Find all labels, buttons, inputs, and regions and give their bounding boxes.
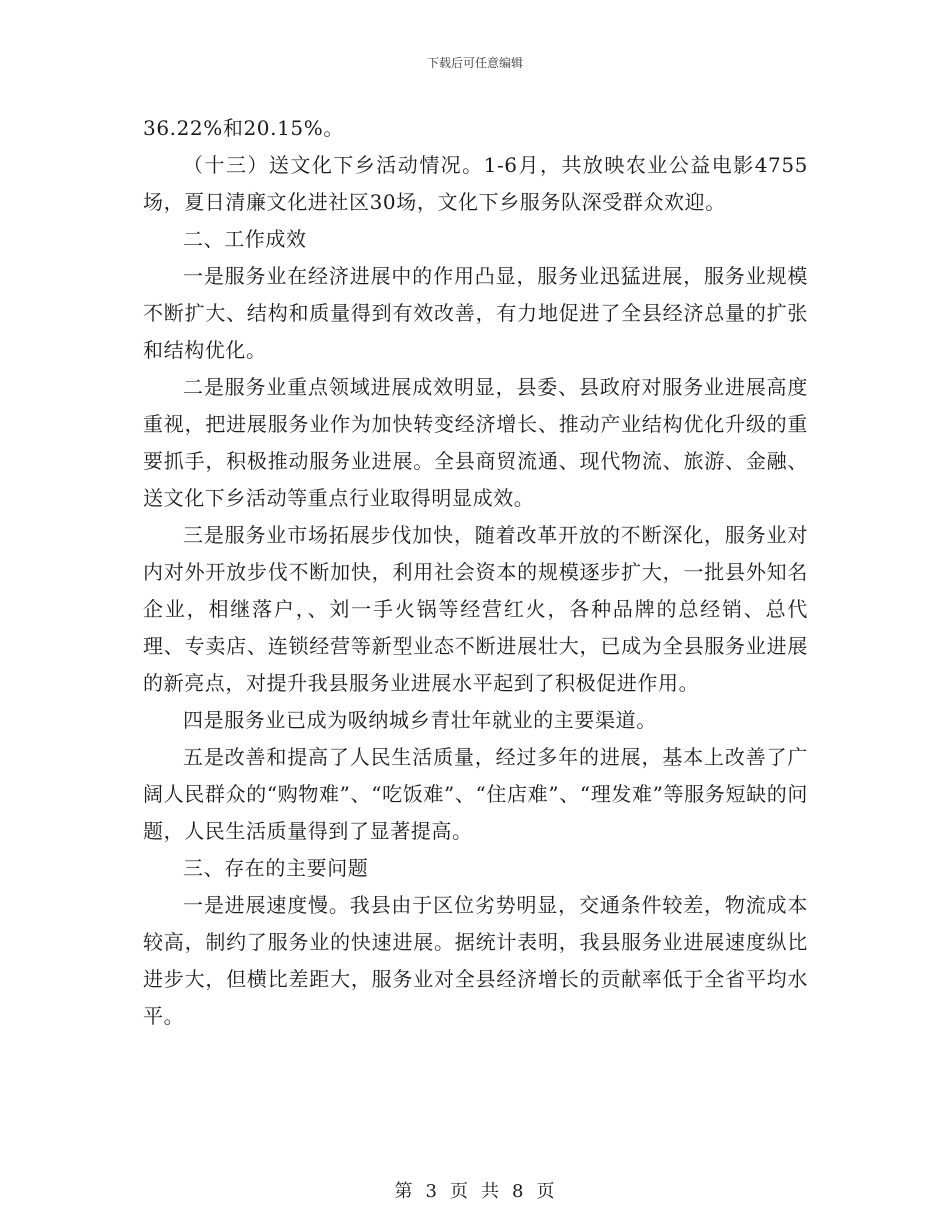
paragraph-achievement-3: 三是服务业市场拓展步伐加快，随着改革开放的不断深化，服务业对内对外开放步伐不断加快，利用社会资本的规模逐步扩大，一批县外知名企业，相继落户，、刘一手火锅等经营红火，各种品牌的总经销、总代理、专卖店、连锁经营等新型业态不断进展壮大，已成为全县服务业进展的新亮点，对提升我县服务业进展水平起到了积极促进作用。 xyxy=(143,523,808,695)
document-body xyxy=(143,110,808,1035)
paragraph-achievement-1: 一是服务业在经济进展中的作用凸显，服务业迅猛进展，服务业规模不断扩大、结构和质量得到有效改善，有力地促进了全县经济总量的扩张和结构优化。 xyxy=(143,264,808,362)
footer-label-page-unit: 页 xyxy=(450,1181,469,1202)
page-number-footer xyxy=(0,1177,950,1203)
paragraph-culture-activities: （十三）送文化下乡活动情况。1-6月，共放映农业公益电影4755场，夏日清廉文化进社区30场，文化下乡服务队深受群众欢迎。 xyxy=(143,153,808,214)
section-heading-achievements: 二、工作成效 xyxy=(183,227,307,251)
section-heading-problems: 三、存在的主要问题 xyxy=(183,856,369,880)
paragraph-achievement-2: 二是服务业重点领域进展成效明显，县委、县政府对服务业进展高度重视，把进展服务业作为加快转变经济增长、推动产业结构优化升级的重要抓手，积极推动服务业进展。全县商贸流通、现代物流、旅游、金融、送文化下乡活动等重点行业取得明显成效。 xyxy=(143,375,808,510)
paragraph-continuation: 36.22%和20.15%。 xyxy=(143,116,344,140)
footer-label-total: 共 xyxy=(481,1181,500,1202)
footer-total-pages: 8 xyxy=(512,1181,525,1202)
paragraph-achievement-4: 四是服务业已成为吸纳城乡青壮年就业的主要渠道。 xyxy=(183,708,657,732)
footer-label-total-unit: 页 xyxy=(536,1181,556,1202)
page-header-note: 下载后可任意编辑 xyxy=(426,56,523,70)
paragraph-problem-1: 一是进展速度慢。我县由于区位劣势明显，交通条件较差，物流成本较高，制约了服务业的快速进展。据统计表明，我县服务业进展速度纵比进步大，但横比差距大，服务业对全县经济增长的贡献率低于全省平均水平。 xyxy=(143,893,808,1028)
paragraph-achievement-5: 五是改善和提高了人民生活质量，经过多年的进展，基本上改善了广阔人民群众的“购物难”、“吃饭难”、“住店难”、“理发难”等服务短缺的问题，人民生活质量得到了显著提高。 xyxy=(143,745,808,843)
footer-label-page: 第 xyxy=(394,1181,414,1202)
footer-current-page: 3 xyxy=(425,1181,438,1202)
